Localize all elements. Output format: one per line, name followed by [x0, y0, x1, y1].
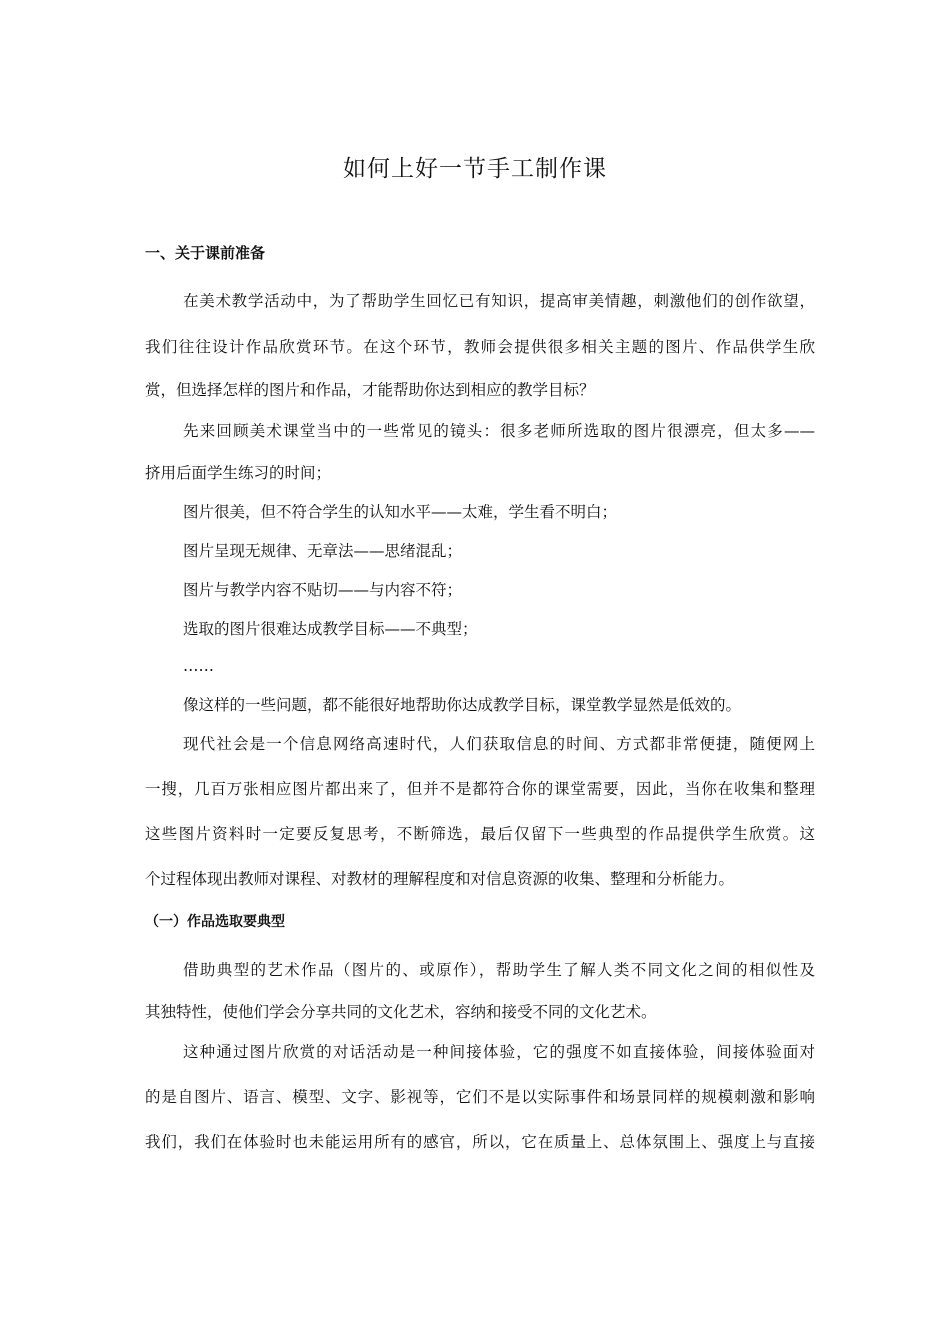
paragraph-line: 我们往往设计作品欣赏环节。在这个环节，教师会提供很多相关主题的图片、作品供学生欣: [145, 338, 815, 356]
paragraph-line: 在美术教学活动中，为了帮助学生回忆已有知识，提高审美情趣，刺激他们的创作欲望，: [183, 292, 815, 310]
paragraph-line: 挤用后面学生练习的时间；: [145, 464, 332, 482]
paragraph-line: 选取的图片很难达成教学目标——不典型；: [183, 620, 478, 638]
paragraph-line: 图片很美，但不符合学生的认知水平——太难，学生看不明白；: [183, 503, 618, 521]
paragraph-line: 这种通过图片欣赏的对话活动是一种间接体验，它的强度不如直接体验，间接体验面对: [183, 1043, 815, 1061]
section-heading: 一、关于课前准备: [145, 244, 266, 262]
paragraph-line: 我们，我们在体验时也未能运用所有的感官，所以，它在质量上、总体氛围上、强度上与直接: [145, 1133, 815, 1151]
paragraph-line: 个过程体现出教师对课程、对教材的理解程度和对信息资源的收集、整理和分析能力。: [145, 870, 735, 888]
paragraph-line: 现代社会是一个信息网络高速时代，人们获取信息的时间、方式都非常便捷，随便网上: [183, 735, 815, 753]
paragraph-line: 像这样的一些问题，都不能很好地帮助你达成教学目标，课堂教学显然是低效的。: [183, 696, 742, 714]
document-title: 如何上好一节手工制作课: [343, 156, 607, 182]
paragraph-line: 其独特性，使他们学会分享共同的文化艺术，容纳和接受不同的文化艺术。: [145, 1003, 657, 1021]
paragraph-line: 一搜，几百万张相应图片都出来了，但并不是都符合你的课堂需要，因此，当你在收集和整理: [145, 780, 815, 798]
subsection-heading: （一）作品选取要典型: [145, 914, 285, 930]
paragraph-line: ……: [183, 657, 214, 675]
paragraph-line: 图片呈现无规律、无章法——思绪混乱；: [183, 542, 463, 560]
paragraph-line: 先来回顾美术课堂当中的一些常见的镜头：很多老师所选取的图片很漂亮，但太多——: [183, 422, 815, 440]
paragraph-line: 赏，但选择怎样的图片和作品，才能帮助你达到相应的教学目标？: [145, 381, 595, 399]
paragraph-line: 图片与教学内容不贴切——与内容不符；: [183, 581, 463, 599]
paragraph-line: 这些图片资料时一定要反复思考，不断筛选，最后仅留下一些典型的作品提供学生欣赏。这: [145, 825, 815, 843]
paragraph-line: 的是自图片、语言、模型、文字、影视等，它们不是以实际事件和场景同样的规模刺激和影响: [145, 1088, 815, 1106]
paragraph-line: 借助典型的艺术作品（图片的、或原作），帮助学生了解人类不同文化之间的相似性及: [183, 961, 815, 979]
